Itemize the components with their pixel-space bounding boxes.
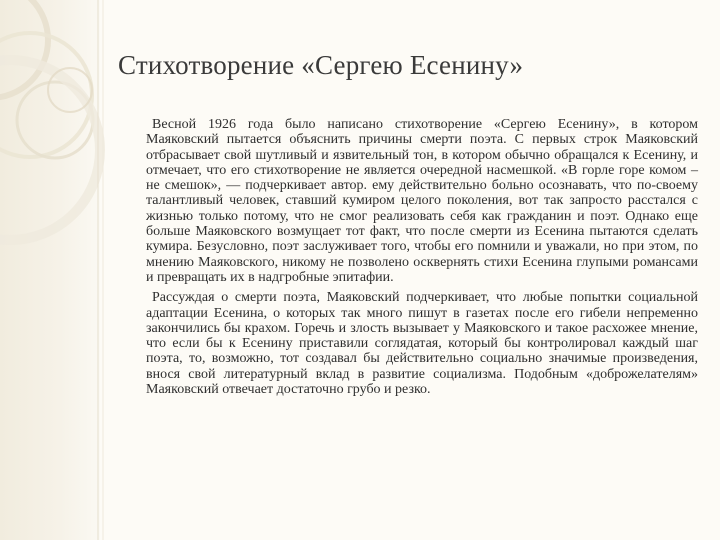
slide-title: Стихотворение «Сергею Есенину» [118,50,524,80]
slide-body [146,117,698,402]
decorative-circles [0,0,130,540]
paragraph-2: Рассуждая о смерти поэта, Маяковский подчеркивает, что любые попытки социальной адаптации Есенина, о которых так много пишут в газетах после его гибели непременно закончились бы крахом. Горечь и злость вызывает у Маяковского и такое расхожее мнение, что если бы к Есенину приставили соглядатая, который бы контролировал каждый шаг поэта, то, возможно, тот создавал бы действительно социально значимые произведения, внося свой литературный вклад в развитие социализма. Подобным «доброжелателям» Маяковский отвечает достаточно грубо и резко. [146,290,698,398]
paragraph-1: Весной 1926 года было написано стихотворение «Сергею Есенину», в котором Маяковский пытается объяснить причины смерти поэта. С первых строк Маяковский отбрасывает свой шутливый и язвительный тон, в котором обычно обращался к Есенину, и отмечает, что его стихотворение не является очередной насмешкой. «В горле горе комом – не смешок», — подчеркивает автор. ему действительно больно осознавать, что по-своему талантливый человек, ставший кумиром целого поколения, вот так запросто расстался с жизнью только потому, что не смог реализовать себя как гражданин и поэт. Однако еще больше Маяковского возмущает тот факт, что после смерти из Есенина пытаются сделать кумира. Безусловно, поэт заслуживает того, чтобы его помнили и уважали, но при этом, по мнению Маяковского, никому не позволено осквернять стихи Есенина глупыми романсами и превращать их в надгробные эпитафии. [146,117,698,285]
